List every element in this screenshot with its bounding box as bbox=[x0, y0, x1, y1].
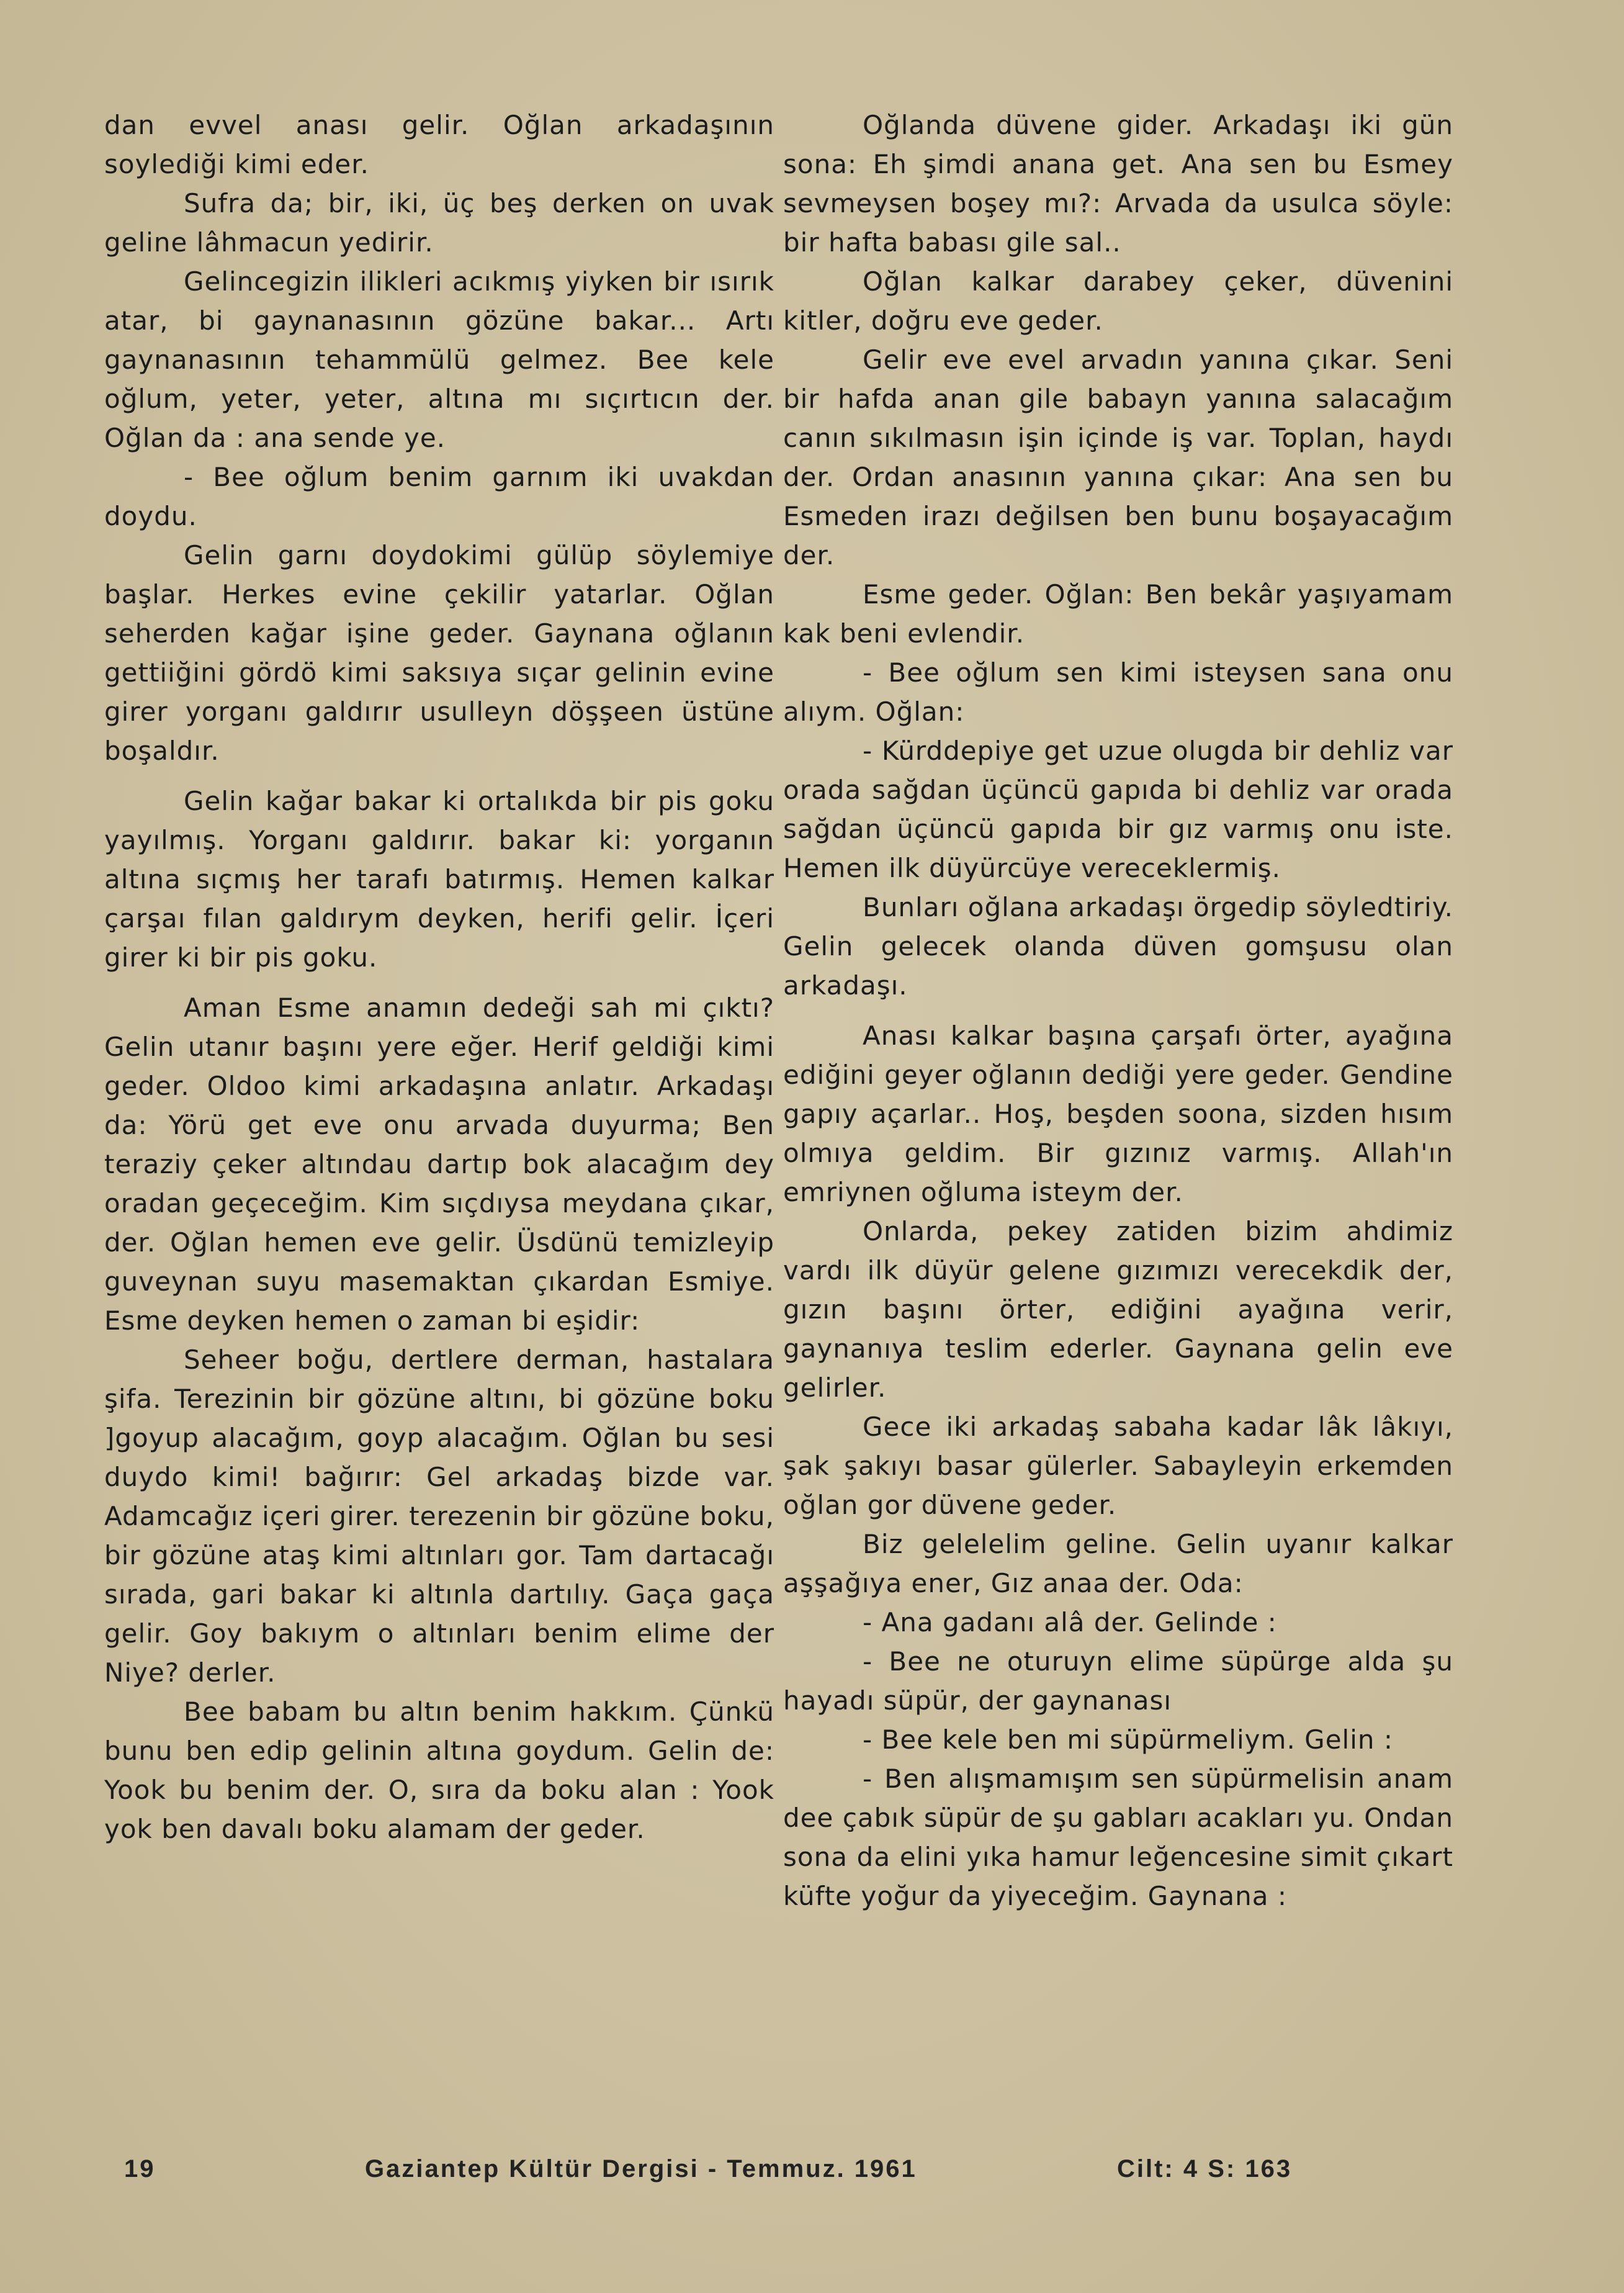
volume-issue: Cilt: 4 S: 163 bbox=[1117, 2155, 1293, 2183]
page-number: 19 bbox=[124, 2155, 156, 2183]
paragraph: Gece iki arkadaş sabaha kadar lâk lâkıyı, şak şakıyı basar gülerler. Sabayleyin erkemden oğlan gor düvene geder. bbox=[783, 1412, 1453, 1520]
paragraph: Seheer boğu, dertlere derman, hastalara şifa. Terezinin bir gözüne altını, bi gözüne boku ]goyup alacağım, goyp alacağım. Oğlan bu sesi duydo kimi! bağırır: Gel arkadaş bizde var. Adamcağız içeri girer. terezenin bir gözüne boku, bir gözüne ataş kimi altınları gor. Tam dartacağı sırada, gari bakar ki altınla dartılıy. Gaça gaça gelir. Goy bakıym o altınları benim elime der Niye? derler. bbox=[104, 1345, 774, 1688]
paragraph: Oğlanda düvene gider. Arkadaşı iki gün sona: Eh şimdi anana get. Ana sen bu Esmey sevmeysen boşey mı?: Arvada da usulca söyle: bir hafta babası gile sal.. bbox=[783, 110, 1453, 258]
paragraph: - Bee oğlum sen kimi isteysen sana onu alıym. Oğlan: bbox=[783, 657, 1453, 727]
paragraph: - Kürddepiye get uzue olugda bir dehliz var orada sağdan üçüncü gapıda bi dehliz var orada sağdan üçüncü gapıda bir gız varmış onu iste. Hemen ilk düyürcüye vereceklermiş. bbox=[783, 736, 1453, 883]
journal-title: Gaziantep Kültür Dergisi - Temmuz. 1961 bbox=[365, 2155, 917, 2183]
paragraph: Gelincegizin ilikleri acıkmış yiyken bir ısırık atar, bi gaynanasının gözüne bakar... Artı gaynanasının tehammülü gelmez. Bee kele oğlum, yeter, yeter, altına mı sıçırtıcın der. Oğlan da : ana sende ye. bbox=[104, 266, 774, 453]
paragraph: Biz gelelelim geline. Gelin uyanır kalkar aşşağıya ener, Gız anaa der. Oda: bbox=[783, 1529, 1453, 1598]
paragraph: - Ben alışmamışım sen süpürmelisin anam dee çabık süpür de şu gabları acakları yu. Ondan sona da elini yıka hamur leğencesine simit çıkart küfte yoğur da yiyeceğim. Gaynana : bbox=[783, 1764, 1453, 1911]
paragraph: Gelin garnı doydokimi gülüp söylemiye başlar. Herkes evine çekilir yatarlar. Oğlan seherden kağar işine geder. Gaynana oğlanın gettiiğini gördö kimi saksıya sıçar gelinin evine girer yorganı galdırır usulleyn döşşeen üstüne boşaldır. bbox=[104, 540, 774, 766]
paragraph: dan evvel anası gelir. Oğlan arkadaşının soylediği kimi eder. bbox=[104, 110, 774, 179]
paragraph: Onlarda, pekey zatiden bizim ahdimiz vardı ilk düyür gelene gızımızı verecekdik der, gızın başını örter, ediğini ayağına verir, gaynanıya teslim ederler. Gaynana gelin eve gelirler. bbox=[783, 1216, 1453, 1403]
paragraph: Bee babam bu altın benim hakkım. Çünkü bunu ben edip gelinin altına goydum. Gelin de: Yook bu benim der. O, sıra da boku alan : Yook yok ben davalı boku alamam der geder. bbox=[104, 1696, 774, 1844]
paragraph: Anası kalkar başına çarşafı örter, ayağına ediğini geyer oğlanın dediği yere geder. Gendine gapıy açarlar.. Hoş, beşden soona, sizden hısım olmıya geldim. Bir gızınız varmış. Allah'ın emriynen oğluma isteym der. bbox=[783, 1020, 1453, 1207]
paragraph: - Bee oğlum benim garnım iki uvakdan doydu. bbox=[104, 462, 774, 531]
paragraph: Aman Esme anamın dedeği sah mi çıktı? Gelin utanır başını yere eğer. Herif geldiği kimi geder. Oldoo kimi arkadaşına anlatır. Arkadaşı da: Yörü get eve onu arvada duyurma; Ben teraziy çeker altındau dartıp bok alacağım dey oradan geçeceğim. Kim sıçdıysa meydana çıkar, der. Oğlan hemen eve gelir. Üsdünü temizleyip guveynan suyu masemaktan çıkardan Esmiye. Esme deyken hemen o zaman bi eşidir: bbox=[104, 993, 774, 1336]
paragraph: Oğlan kalkar darabey çeker, düvenini kitler, doğru eve geder. bbox=[783, 266, 1453, 336]
paragraph: Sufra da; bir, iki, üç beş derken on uvak geline lâhmacun yedirir. bbox=[104, 188, 774, 258]
left-column bbox=[104, 106, 774, 1849]
paragraph: - Bee ne oturuyn elime süpürge alda şu hayadı süpür, der gaynanası bbox=[783, 1646, 1453, 1716]
paragraph: - Ana gadanı alâ der. Gelinde : bbox=[863, 1607, 1277, 1638]
paragraph: - Bee kele ben mi süpürmeliym. Gelin : bbox=[863, 1724, 1393, 1755]
paragraph: Gelir eve evel arvadın yanına çıkar. Seni bir hafda anan gile babayn yanına salacağım canın sıkılmasın işin içinde iş var. Toplan, haydı der. Ordan anasının yanına çıkar: Ana sen bu Esmeden irazı değilsen ben bunu boşayacağım der. bbox=[783, 345, 1453, 570]
paragraph: Gelin kağar bakar ki ortalıkda bir pis goku yayılmış. Yorganı galdırır. bakar ki: yorganın altına sıçmış her tarafı batırmış. Hemen kalkar çarşaı fılan galdırym deyken, herifi gelir. İçeri girer ki bir pis goku. bbox=[104, 786, 774, 973]
paragraph: Esme geder. Oğlan: Ben bekâr yaşıyamam kak beni evlendir. bbox=[783, 579, 1453, 649]
page-footer bbox=[124, 2155, 1365, 2192]
right-column bbox=[783, 106, 1453, 1916]
paragraph: Bunları oğlana arkadaşı örgedip söyledtiriy. Gelin gelecek olanda düven gomşusu olan arkadaşı. bbox=[783, 892, 1453, 1001]
